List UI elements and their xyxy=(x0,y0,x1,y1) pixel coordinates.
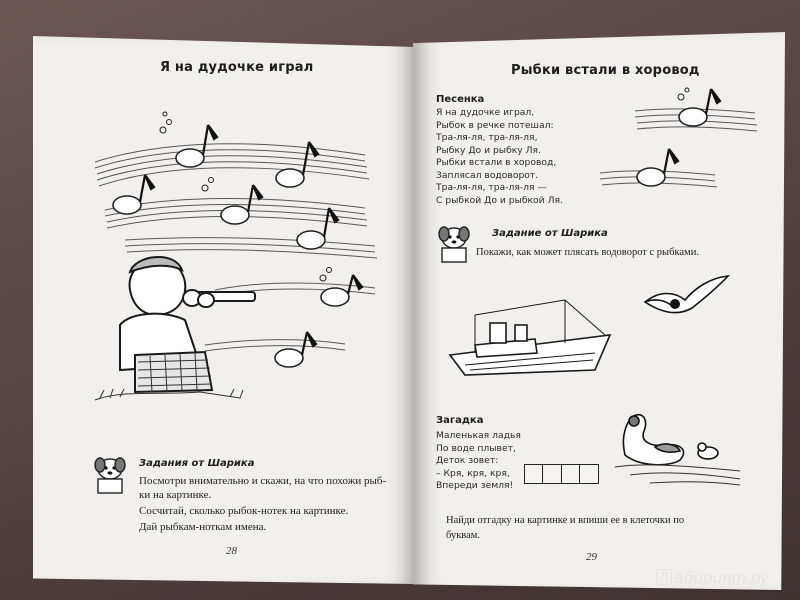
labirint-watermark xyxy=(656,568,769,588)
riddle-label: Загадка xyxy=(436,415,484,426)
sharik-dog-icon xyxy=(92,455,128,495)
answer-grid[interactable] xyxy=(524,464,598,484)
ship-illustration xyxy=(445,295,620,385)
answer-cell[interactable] xyxy=(524,464,544,484)
answer-cell[interactable] xyxy=(542,464,562,484)
riddle-line: Впереди земля! xyxy=(436,480,514,491)
boy-playing-pipe-illustration xyxy=(90,250,270,410)
right-page-title: Рыбки встали в хоровод xyxy=(511,63,700,78)
song-line: Рыбок в речке потешал: xyxy=(436,119,554,131)
song-line: Рыбку До и рыбку Ля. xyxy=(436,144,541,156)
sharik-dog-icon xyxy=(436,224,472,264)
song-line: С рыбкой До и рыбкой Ля. xyxy=(436,194,563,206)
song-poem xyxy=(436,107,563,207)
right-task-text: Покажи, как может плясать водоворот с рыбками. xyxy=(476,247,699,258)
left-task-line-3: Сосчитай, сколько рыбок-нотек на картинке. xyxy=(139,505,349,517)
answer-cell[interactable] xyxy=(561,464,581,484)
left-task-title: Задания от Шарика xyxy=(139,458,255,469)
song-line: Тра-ля-ля, тра-ля-ля, xyxy=(436,132,538,143)
watermark-logo-icon: Л xyxy=(656,569,672,585)
riddle-poem xyxy=(436,430,521,493)
riddle-line: Деток зовет: xyxy=(436,455,499,466)
song-line: Я на дудочке играл, xyxy=(436,107,535,118)
song-line: Заплясал водоворот. xyxy=(436,169,539,181)
instruction-line-2: буквам. xyxy=(446,530,481,541)
left-page-number: 28 xyxy=(226,545,237,557)
instruction-line-1: Найди отгадку на картинке и впиши ее в клеточки по xyxy=(446,515,685,526)
left-task-line-1: Посмотри внимательно и скажи, на что похожи рыб- xyxy=(139,475,387,487)
song-line: Тра-ля-ля, тра-ля-ля — xyxy=(436,182,547,193)
right-task-title: Задание от Шарика xyxy=(492,228,608,239)
seagull-illustration xyxy=(640,270,730,330)
left-task-line-4: Дай рыбкам-ноткам имена. xyxy=(139,521,267,533)
riddle-line: По воде плывет, xyxy=(436,442,516,454)
riddle-line: – Кря, кря, кря, xyxy=(436,467,510,479)
song-line: Рыбки встали в хоровод, xyxy=(436,157,557,168)
fish-notes-staff-illustration xyxy=(595,85,765,195)
right-page-number: 29 xyxy=(586,551,597,563)
riddle-line: Маленькая ладья xyxy=(436,430,521,441)
left-task-line-2: ки на картинке. xyxy=(139,489,212,501)
song-label: Песенка xyxy=(436,94,485,105)
left-page-title: Я на дудочке играл xyxy=(160,60,314,75)
answer-cell[interactable] xyxy=(579,464,599,484)
duck-with-ducklings-illustration xyxy=(610,405,750,490)
watermark-text: абиринт.ру xyxy=(674,568,769,587)
